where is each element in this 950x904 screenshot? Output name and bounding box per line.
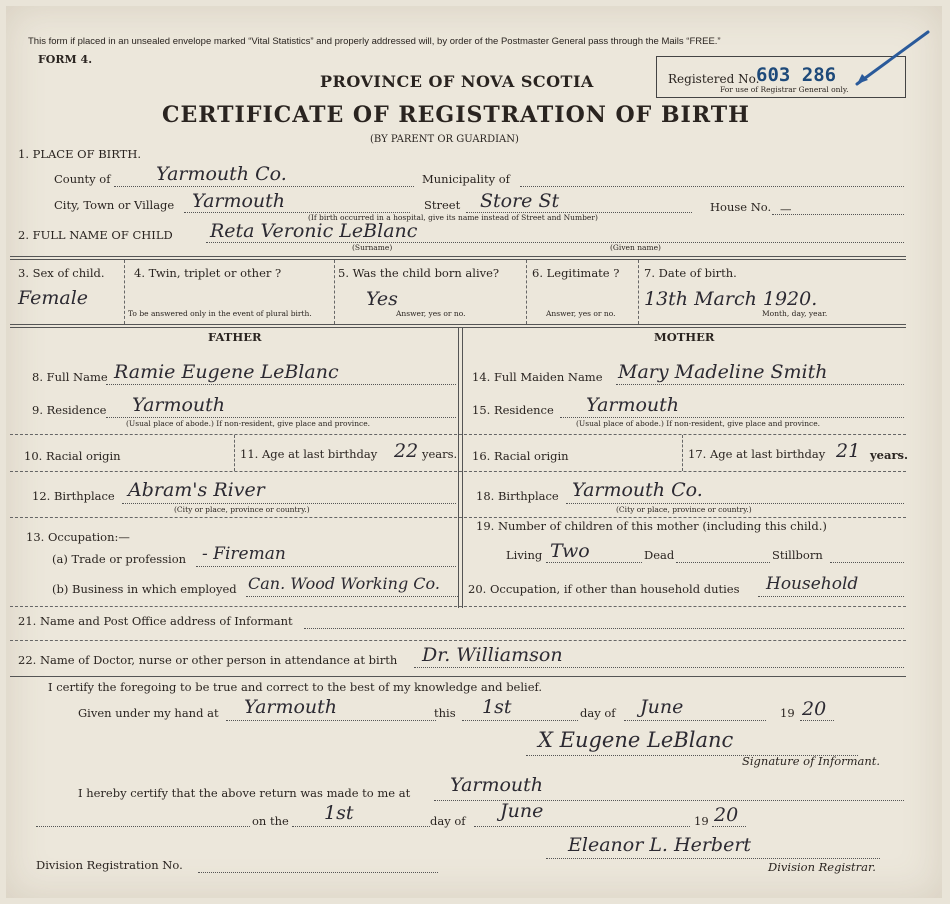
informant-place-value: Yarmouth xyxy=(244,696,338,718)
given-under-label: Given under my hand at xyxy=(78,706,219,720)
mother-birthplace-label: 18. Birthplace xyxy=(476,489,559,503)
registrar-day-of-label: day of xyxy=(430,814,466,828)
certificate-subtitle: (BY PARENT OR GUARDIAN) xyxy=(370,134,519,145)
father-residence-label: 9. Residence xyxy=(32,403,107,417)
postal-notice: This form if placed in an unsealed envelope marked “Vital Statistics” and properly addressed will, by order of the Postmaster General pass through the Mails “FREE.” xyxy=(28,36,721,47)
place-of-birth-label: 1. PLACE OF BIRTH. xyxy=(18,147,142,161)
mother-birthplace-note: (City or place, province or country.) xyxy=(616,505,752,514)
house-value: — xyxy=(780,202,792,216)
division-registrar-label: Division Registrar. xyxy=(768,860,876,874)
child-name-value: Reta Veronic LeBlanc xyxy=(210,220,418,242)
registrar-year-prefix: 19 xyxy=(694,814,709,828)
birth-date-label: 7. Date of birth. xyxy=(644,266,737,280)
registrar-signature: Eleanor L. Herbert xyxy=(568,834,752,856)
mother-occupation-label: 20. Occupation, if other than household duties xyxy=(468,582,740,596)
county-label: County of xyxy=(54,172,111,186)
informant-year-value: 20 xyxy=(802,698,827,720)
birth-date-value: 13th March 1920. xyxy=(644,288,818,310)
legitimate-note: Answer, yes or no. xyxy=(546,309,616,318)
signature-of-informant-label: Signature of Informant. xyxy=(742,754,881,768)
father-age-label: 11. Age at last birthday xyxy=(240,447,378,461)
informant-signature: X Eugene LeBlanc xyxy=(538,728,734,752)
mother-birthplace-value: Yarmouth Co. xyxy=(572,479,703,501)
birth-date-note: Month, day, year. xyxy=(762,309,828,318)
registrar-statement: I hereby certify that the above return was made to me at xyxy=(78,786,411,800)
municipality-label: Municipality of xyxy=(422,172,510,186)
mother-racial-label: 16. Racial origin xyxy=(472,449,569,463)
mother-name-value: Mary Madeline Smith xyxy=(618,361,828,383)
informant-day-value: 1st xyxy=(482,696,512,718)
child-name-label: 2. FULL NAME OF CHILD xyxy=(18,228,173,242)
house-label: House No. xyxy=(710,200,772,214)
business-label: (b) Business in which employed xyxy=(52,582,237,596)
father-racial-label: 10. Racial origin xyxy=(24,449,121,463)
sex-label: 3. Sex of child. xyxy=(18,266,105,280)
mother-heading: MOTHER xyxy=(654,330,715,344)
father-residence-value: Yarmouth xyxy=(132,394,226,416)
father-age-years: years. xyxy=(422,447,458,461)
day-of-label: day of xyxy=(580,706,616,720)
certify-statement: I certify the foregoing to be true and correct to the best of my knowledge and belief. xyxy=(48,680,543,694)
surname-caption: (Surname) xyxy=(352,243,393,252)
certificate-sheet xyxy=(6,6,942,898)
alive-value: Yes xyxy=(366,288,398,310)
mother-occupation-value: Household xyxy=(766,574,859,594)
hospital-note: (If birth occurred in a hospital, give its name instead of Street and Number) xyxy=(308,213,598,222)
mother-age-label: 17. Age at last birthday xyxy=(688,447,826,461)
father-birthplace-label: 12. Birthplace xyxy=(32,489,115,503)
mother-name-label: 14. Full Maiden Name xyxy=(472,370,603,384)
informant-month-value: June xyxy=(640,696,684,718)
registrar-month-value: June xyxy=(500,800,544,822)
dead-label: Dead xyxy=(644,548,675,562)
father-heading: FATHER xyxy=(208,330,262,344)
registrar-day-value: 1st xyxy=(324,802,354,824)
alive-label: 5. Was the child born alive? xyxy=(338,266,500,280)
father-age-value: 22 xyxy=(394,440,419,462)
business-value: Can. Wood Working Co. xyxy=(248,574,440,593)
father-birthplace-note: (City or place, province or country.) xyxy=(174,505,310,514)
on-the-label: on the xyxy=(252,814,289,828)
living-label: Living xyxy=(506,548,543,562)
twin-label: 4. Twin, triplet or other ? xyxy=(134,266,282,280)
city-value: Yarmouth xyxy=(192,190,286,212)
street-label: Street xyxy=(424,198,461,212)
legitimate-label: 6. Legitimate ? xyxy=(532,266,620,280)
living-value: Two xyxy=(550,540,590,562)
check-mark-icon xyxy=(854,26,934,88)
doctor-value: Dr. Williamson xyxy=(422,644,563,666)
stillborn-label: Stillborn xyxy=(772,548,823,562)
trade-label: (a) Trade or profession xyxy=(52,552,187,566)
mother-residence-label: 15. Residence xyxy=(472,403,554,417)
trade-value: - Fireman xyxy=(202,544,286,564)
division-registration-label: Division Registration No. xyxy=(36,858,183,872)
sex-value: Female xyxy=(18,287,89,309)
father-residence-note: (Usual place of abode.) If non-resident, give place and province. xyxy=(126,419,371,428)
children-count-label: 19. Number of children of this mother (including this child.) xyxy=(476,519,827,533)
occupation-label: 13. Occupation:— xyxy=(26,530,130,544)
mother-residence-note: (Usual place of abode.) If non-resident, give place and province. xyxy=(576,419,821,428)
mother-age-years: years. xyxy=(870,448,908,462)
father-name-label: 8. Full Name xyxy=(32,370,108,384)
registrar-use-note: For use of Registrar General only. xyxy=(720,85,849,94)
twin-note: To be answered only in the event of plural birth. xyxy=(128,309,312,318)
given-name-caption: (Given name) xyxy=(610,243,661,252)
informant-year-prefix: 19 xyxy=(780,706,795,720)
city-label: City, Town or Village xyxy=(54,198,175,212)
street-value: Store St xyxy=(480,190,560,212)
registered-number: 603 286 xyxy=(756,64,837,86)
this-label: this xyxy=(434,706,456,720)
mother-residence-value: Yarmouth xyxy=(586,394,680,416)
registered-label: Registered No. xyxy=(668,72,760,86)
father-name-value: Ramie Eugene LeBlanc xyxy=(114,361,339,383)
registrar-place-value: Yarmouth xyxy=(450,774,544,796)
doctor-label: 22. Name of Doctor, nurse or other person in attendance at birth xyxy=(18,653,398,667)
certificate-title: CERTIFICATE OF REGISTRATION OF BIRTH xyxy=(162,102,750,128)
county-value: Yarmouth Co. xyxy=(156,163,287,185)
province-heading: PROVINCE OF NOVA SCOTIA xyxy=(320,72,594,91)
informant-label: 21. Name and Post Office address of Informant xyxy=(18,614,293,628)
father-birthplace-value: Abram's River xyxy=(128,479,265,501)
alive-note: Answer, yes or no. xyxy=(396,309,466,318)
form-number: FORM 4. xyxy=(38,53,93,66)
mother-age-value: 21 xyxy=(836,440,861,462)
registrar-year-value: 20 xyxy=(714,804,739,826)
